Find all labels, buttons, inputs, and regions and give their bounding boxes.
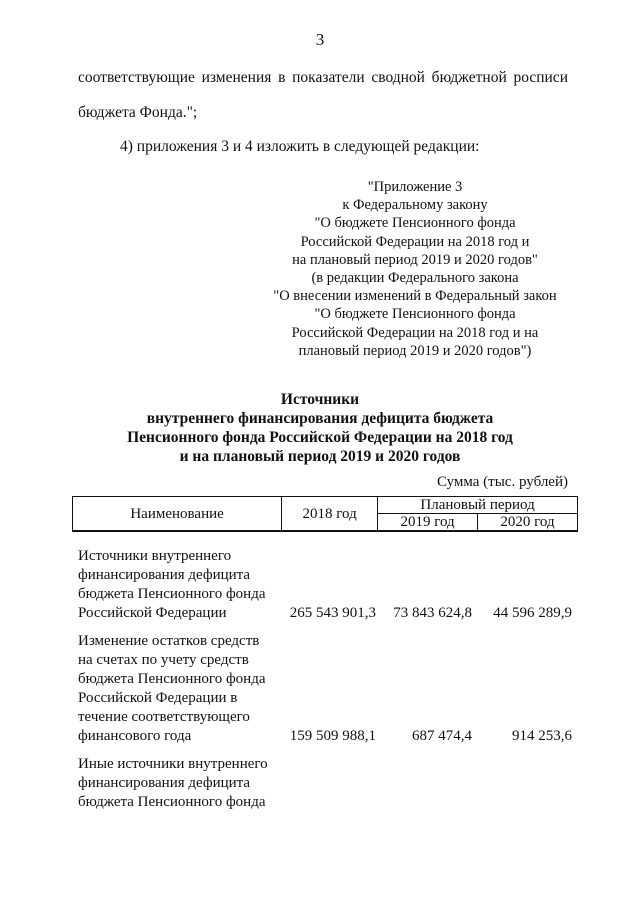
page-number: 3 xyxy=(315,30,325,49)
document-title xyxy=(70,390,570,466)
row-name-line: бюджета Пенсионного фонда xyxy=(78,794,266,810)
units-label: Сумма (тыс. рублей) xyxy=(436,474,568,490)
row-name-line: бюджета Пенсионного фонда xyxy=(78,586,266,602)
intro-line-2: бюджета Фонда."; xyxy=(78,104,198,121)
title-line: Источники xyxy=(280,391,360,408)
row-name-line: финансирования дефицита xyxy=(78,567,251,583)
table-row-2-2018: 159 509 988,1 xyxy=(289,728,376,744)
row-name-line: Иные источники внутреннего xyxy=(78,756,268,772)
row-name-line: бюджета Пенсионного фонда xyxy=(78,671,266,687)
col-header-2019: 2019 год xyxy=(378,514,478,531)
table-row-1-2019: 73 843 624,8 xyxy=(393,605,472,621)
row-name-line: течение соответствующего xyxy=(78,709,250,725)
table-row-1-2018: 265 543 901,3 xyxy=(289,605,376,621)
col-header-2020: 2020 год xyxy=(478,514,578,531)
title-line: внутреннего финансирования дефицита бюджета xyxy=(146,410,494,427)
col-header-2018: 2018 год xyxy=(282,497,378,531)
table-header xyxy=(72,496,578,531)
table-row-3-name xyxy=(78,755,288,812)
appendix-line: "О бюджете Пенсионного фонда xyxy=(314,306,516,323)
intro-item-4: 4) приложения 3 и 4 изложить в следующей редакции: xyxy=(120,138,480,155)
table-row-2-2020: 914 253,6 xyxy=(512,728,572,744)
row-name-line: Российской Федерации xyxy=(78,605,227,621)
appendix-line: (в редакции Федерального закона xyxy=(311,270,519,287)
appendix-line: Российской Федерации на 2018 год и на xyxy=(291,324,539,341)
row-name-line: Источники внутреннего xyxy=(78,548,232,564)
table-row-2-name xyxy=(78,632,288,746)
appendix-line: Российской Федерации на 2018 год и xyxy=(300,233,530,250)
header-bottom-rule xyxy=(72,531,578,532)
title-line: Пенсионного фонда Российской Федерации на 2018 год xyxy=(127,429,513,446)
appendix-line: плановый период 2019 и 2020 годов") xyxy=(298,342,532,359)
appendix-header xyxy=(250,178,580,360)
intro-line-1: соответствующие изменения в показатели сводной бюджетной росписи xyxy=(78,69,568,86)
col-header-name: Наименование xyxy=(73,497,282,531)
row-name-line: на счетах по учету средств xyxy=(78,652,249,668)
appendix-line: на плановый период 2019 и 2020 годов" xyxy=(292,251,538,268)
col-header-planned: Плановый период xyxy=(378,497,578,514)
table-row-2-2019: 687 474,4 xyxy=(412,728,472,744)
row-name-line: Российской Федерации в xyxy=(78,690,238,706)
appendix-line: "Приложение 3 xyxy=(367,179,463,195)
table-row-1-2020: 44 596 289,9 xyxy=(493,605,572,621)
appendix-line: к Федеральному закону xyxy=(342,197,488,214)
row-name-line: финансового года xyxy=(78,728,192,744)
appendix-line: "О бюджете Пенсионного фонда xyxy=(314,215,516,232)
appendix-line: "О внесении изменений в Федеральный закон xyxy=(273,288,557,305)
title-line: и на плановый период 2019 и 2020 годов xyxy=(179,448,461,465)
table-row-1-name xyxy=(78,547,288,623)
row-name-line: финансирования дефицита xyxy=(78,775,251,791)
row-name-line: Изменение остатков средств xyxy=(78,633,260,649)
